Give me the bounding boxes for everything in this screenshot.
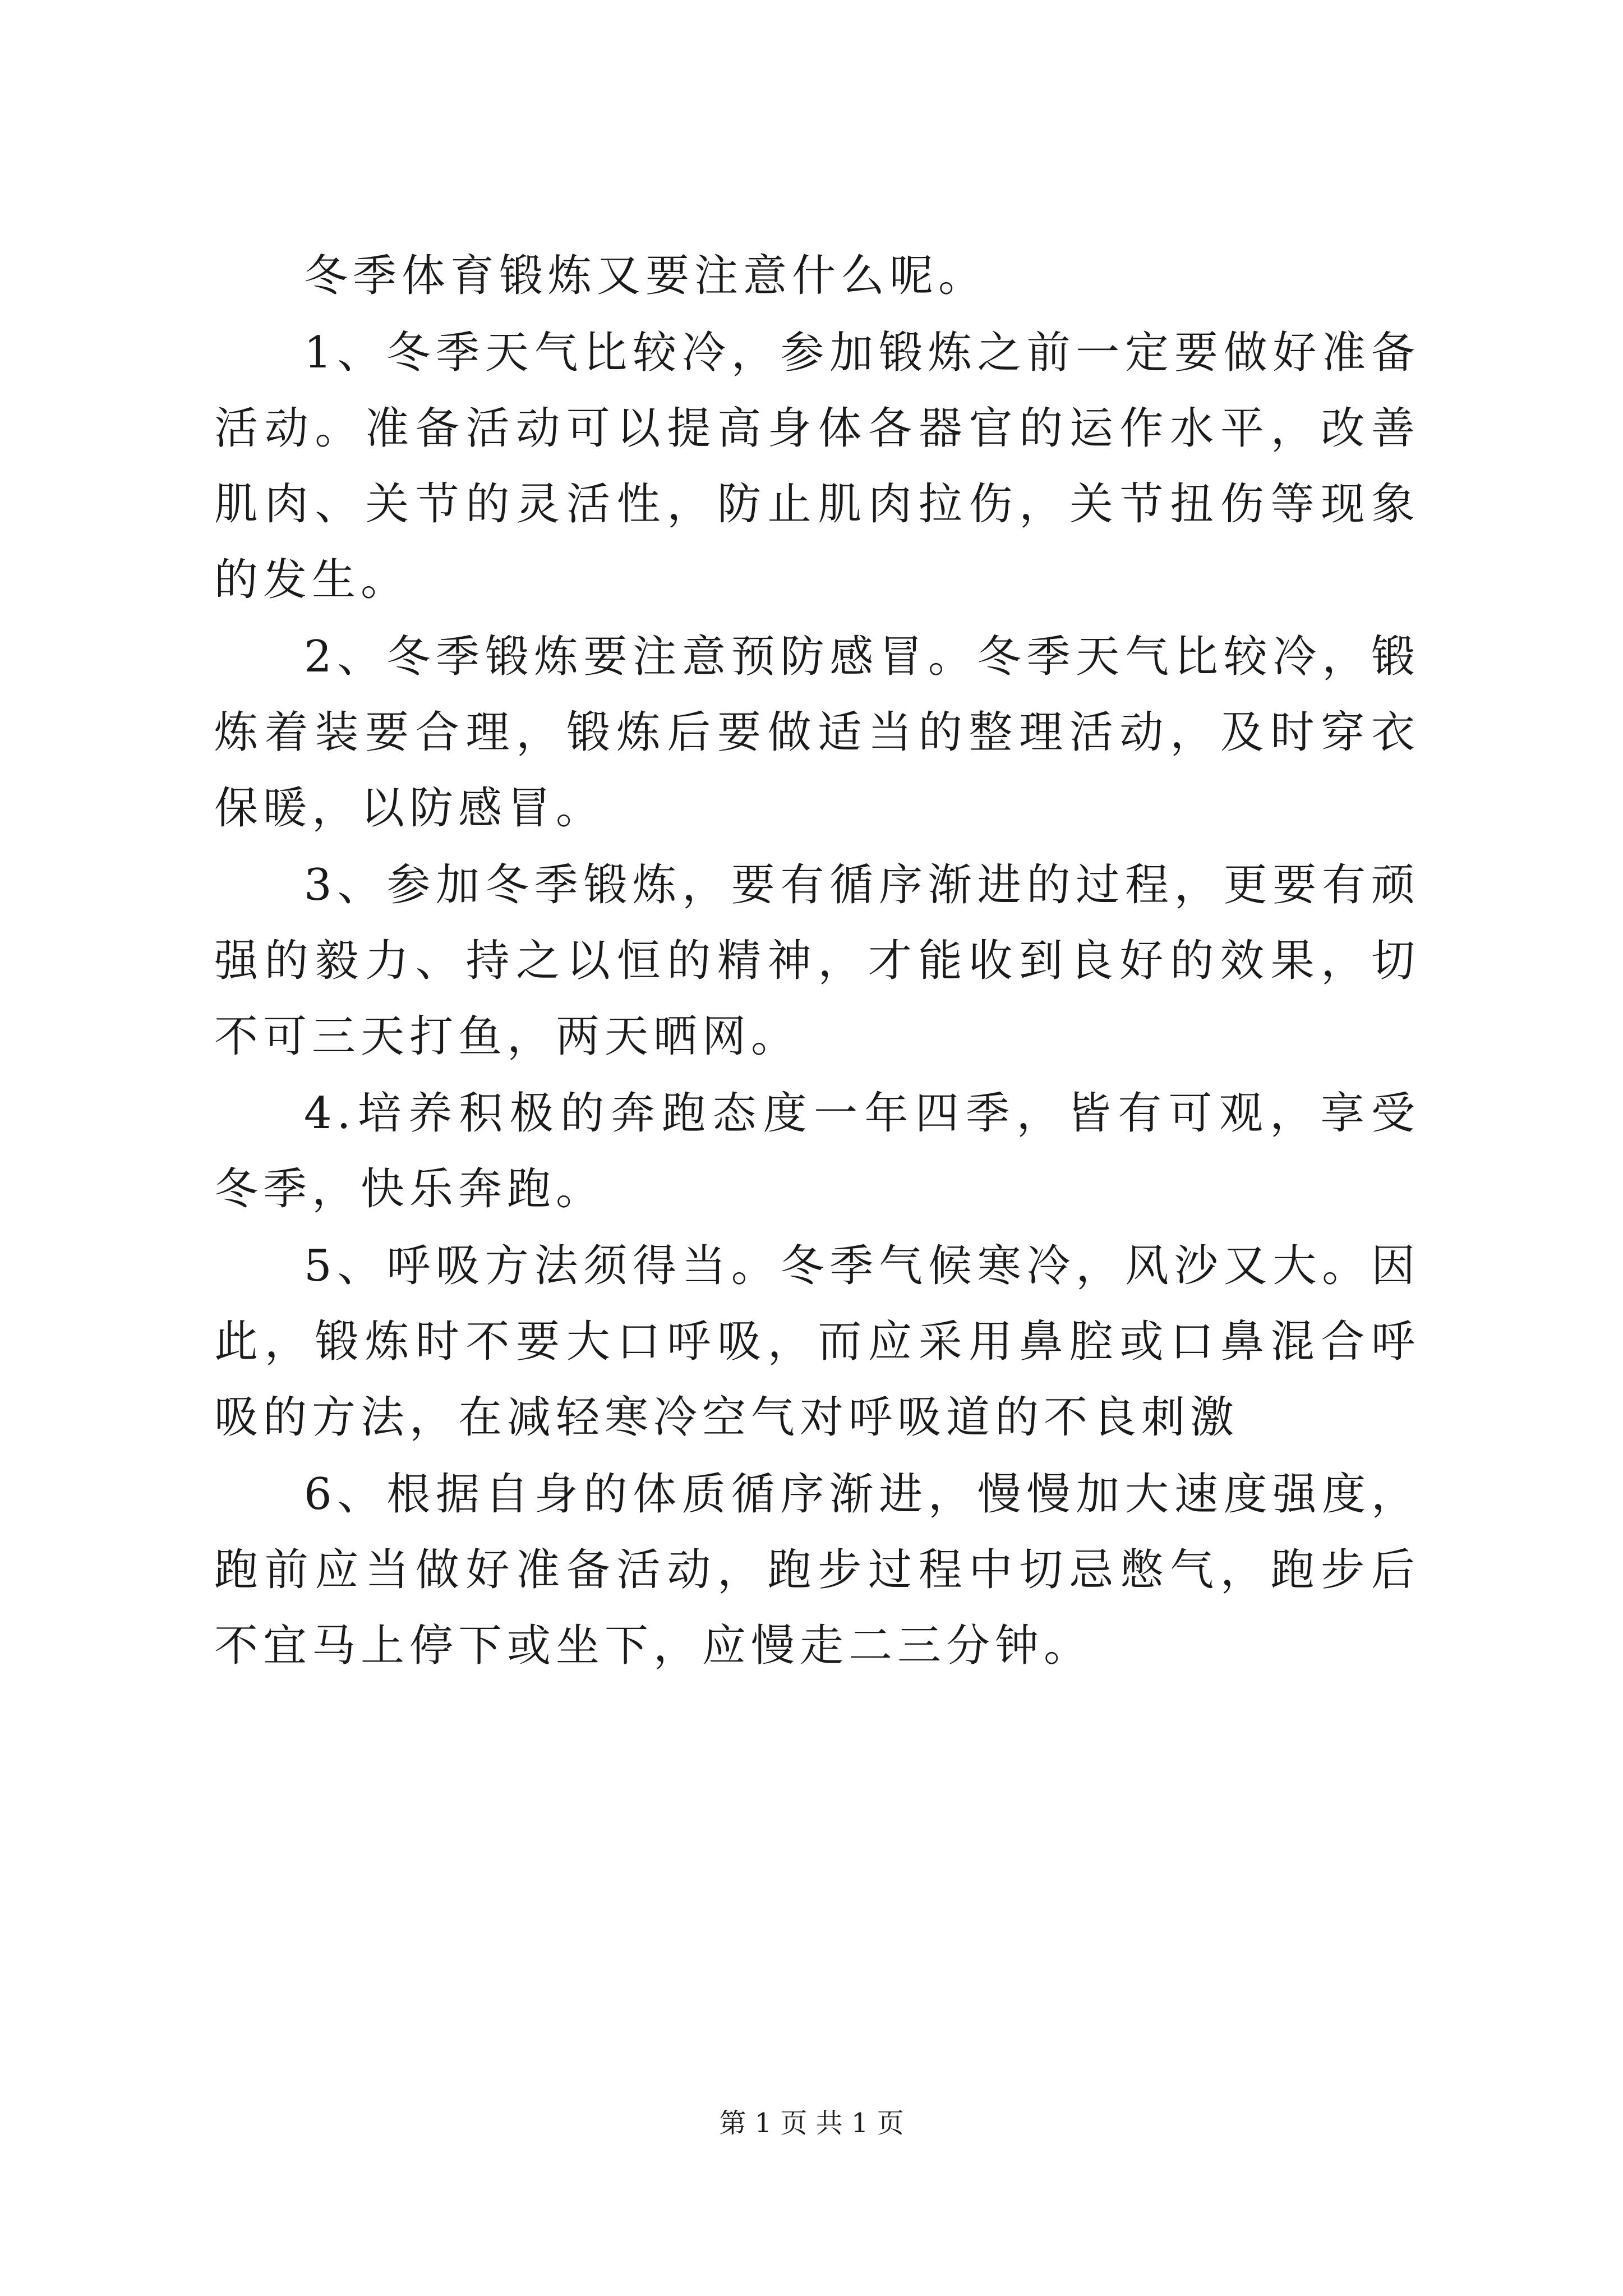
paragraph-item-2: 2、冬季锻炼要注意预防感冒。冬季天气比较冷，锻炼着装要合理，锻炼后要做适当的整理活动，及时穿衣保暖，以防感冒。	[214, 632, 1420, 834]
document-body	[214, 238, 1420, 1685]
paragraph-item-6: 6、根据自身的体质循序渐进，慢慢加大速度强度，跑前应当做好准备活动，跑步过程中切忌憋气，跑步后不宜马上停下或坐下，应慢走二三分钟。	[214, 1469, 1420, 1671]
paragraph-item-3: 3、参加冬季锻炼，要有循序渐进的过程，更要有顽强的毅力、持之以恒的精神，才能收到良好的效果，切不可三天打鱼，两天晒网。	[214, 860, 1420, 1062]
paragraph-item-5: 5、呼吸方法须得当。冬季气候寒冷，风沙又大。因此，锻炼时不要大口呼吸，而应采用鼻腔或口鼻混合呼吸的方法，在减轻寒冷空气对呼吸道的不良刺激	[214, 1241, 1420, 1443]
paragraph-item-4: 4.培养积极的奔跑态度一年四季，皆有可观，享受冬季，快乐奔跑。	[214, 1088, 1420, 1214]
paragraph-intro: 冬季体育锻炼又要注意什么呢。	[304, 251, 988, 301]
paragraph-item-1: 1、冬季天气比较冷，参加锻炼之前一定要做好准备活动。准备活动可以提高身体各器官的运作水平，改善肌肉、关节的灵活性，防止肌肉拉伤，关节扭伤等现象的发生。	[214, 328, 1420, 605]
page-number-footer: 第 1 页 共 1 页	[719, 2108, 904, 2139]
